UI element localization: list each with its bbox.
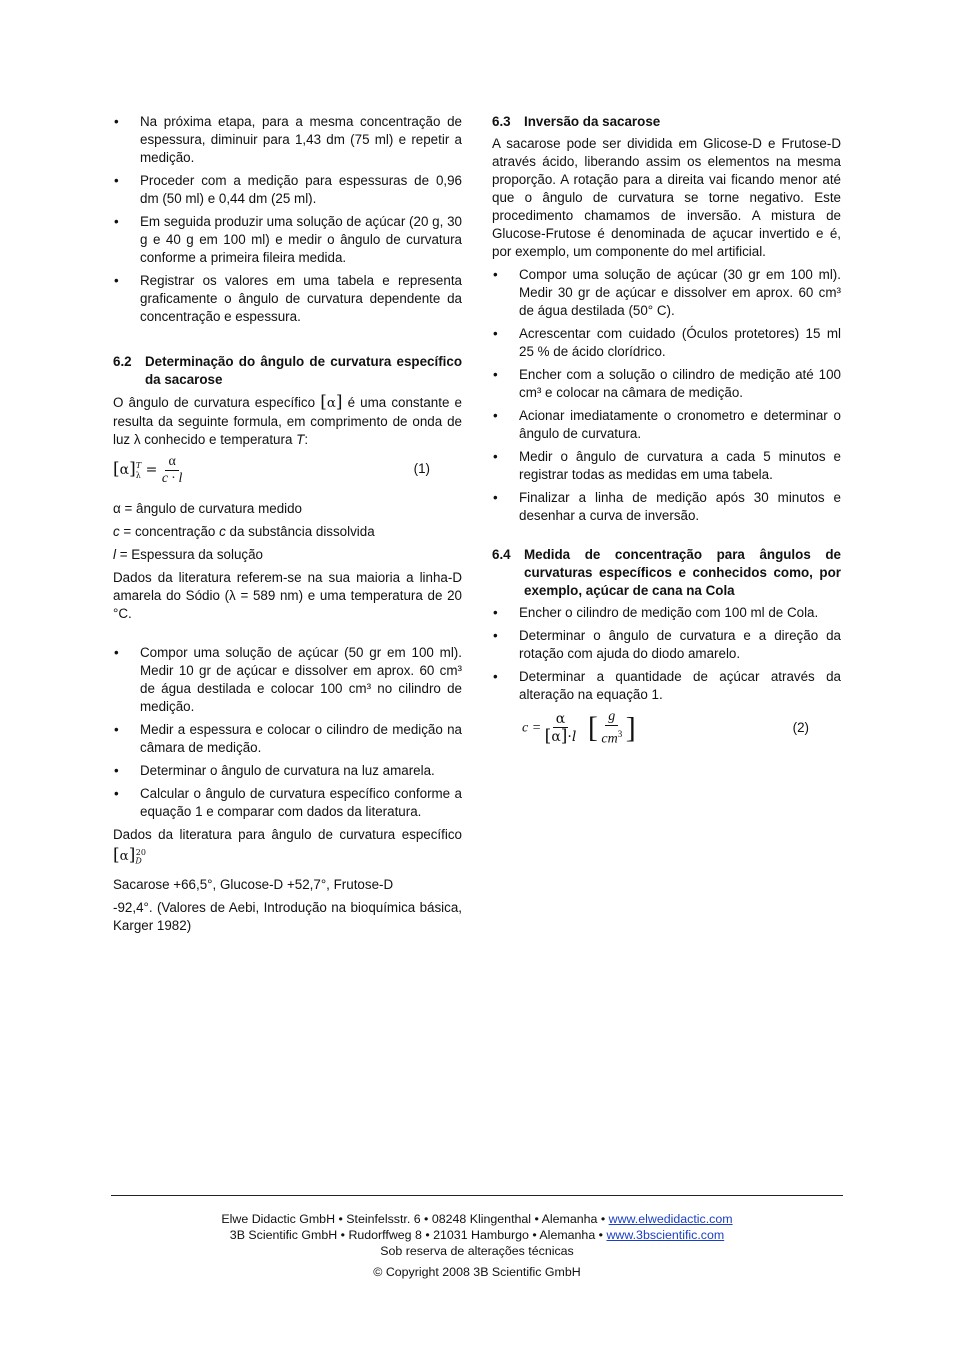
list-item: • Determinar o ângulo de curvatura e a direção da rotação com ajuda do diodo amarelo. — [493, 628, 841, 661]
list-item: • Na próxima etapa, para a mesma concentração de espessura, diminuir para 1,43 dm (75 ml) e repetir a medição. — [114, 114, 462, 165]
bullet-icon: • — [493, 408, 498, 423]
list-item: • Em seguida produzir uma solução de açúcar (20 g, 30 g e 40 g em 100 ml) e medir o ângulo de curvatura conforme a primeira fileira medida. — [114, 214, 462, 265]
footer-line-elwe: Elwe Didactic GmbH • Steinfelsstr. 6 • 08248 Klingenthal • Alemanha • www.elwedidactic.com — [221, 1212, 733, 1226]
footer-disclaimer: Sob reserva de alterações técnicas — [380, 1244, 574, 1258]
elwedidactic-link[interactable]: www.elwedidactic.com — [608, 1212, 733, 1226]
definition-l: l = Espessura da solução — [113, 547, 264, 562]
paragraph-inversion: A sacarose pode ser dividida em Glicose-D e Frutose-D através ácido, liberando assim os elementos na mesma proporção. A rotação para a direita vai ficando menor até que o ângulo de curvatura se torne negativo. Este procedimento chamamos de inversão. A mistura de Glucose-Frutose é denominada de açucar invertido e é, por exemplo, um componente do mel artificial. — [492, 136, 841, 259]
right-column — [492, 113, 841, 763]
bullet-icon: • — [493, 367, 498, 382]
list-item: • Compor uma solução de açúcar (50 gr em 100 ml). Medir 10 gr de açúcar e dissolver em aprox. 60 cm³ de água destilada e colocar 100 cm³ no cilindro de medição. — [114, 645, 462, 714]
left-column — [113, 113, 462, 940]
paragraph-specific-angle: O ângulo de curvatura específico [α] é uma constante e resulta da seguinte formula, em comprimento de onda de luz λ conhecido e temperatura T: — [113, 392, 462, 447]
list-item: • Registrar os valores em uma tabela e representa graficamente o ângulo de curvatura dependente da concentração e espessura. — [114, 273, 462, 324]
list-item: • Compor uma solução de açúcar (30 gr em 100 ml). Medir 30 gr de açúcar e dissolver em aprox. 60 cm³ de água destilada (50° C). — [493, 267, 841, 318]
equation-2-fraction: $\frac{\alpha}{[\alpha]\cdot l}$ — [544, 711, 577, 747]
bullet-icon: • — [114, 214, 119, 229]
section-heading-6-4: 6.4 Medida de concentração para ângulos de curvaturas específicos e conhecidos como, por exemplo, açúcar de cana na Cola — [492, 547, 841, 598]
bullet-icon: • — [493, 449, 498, 464]
section-heading-6-2: 6.2 Determinação do ângulo de curvatura específico da sacarose — [113, 354, 462, 387]
bullet-icon: • — [493, 490, 498, 505]
list-item: • Acrescentar com cuidado (Óculos protetores) 15 ml 25 % de ácido clorídrico. — [493, 326, 841, 359]
alpha-bracket-symbol: [α] — [320, 392, 343, 412]
bullet-list-6-3 — [492, 266, 841, 525]
3bscientific-link[interactable]: www.3bscientific.com — [606, 1228, 725, 1242]
footer-line-3b: 3B Scientific GmbH • Rudorffweg 8 • 21031 Hamburgo • Alemanha • www.3bscientific.com — [229, 1228, 725, 1242]
footer-divider — [111, 1195, 843, 1196]
bullet-list-top — [113, 113, 462, 326]
paragraph-literature: Dados da literatura referem-se na sua maioria a linha-D amarela do Sódio (λ = 589 nm) e uma temperatura de 20 °C. — [113, 570, 462, 621]
paragraph-reference: -92,4°. (Valores de Aebi, Introdução na bioquímica básica, Karger 1982) — [113, 900, 462, 934]
list-item: • Determinar a quantidade de açúcar através da alteração na equação 1. — [493, 669, 841, 702]
bullet-icon: • — [114, 722, 119, 737]
definition-alpha: α = ângulo de curvatura medido — [113, 501, 303, 516]
equation-1-lhs: $[\alpha]_\lambda^T$ = — [113, 458, 162, 480]
list-item: • Medir a espessura e colocar o cilindro de medição na câmara de medição. — [114, 722, 462, 755]
list-item: • Acionar imediatamente o cronometro e determinar o ângulo de curvatura. — [493, 408, 841, 441]
bullet-list-bottom — [113, 644, 462, 821]
list-item: • Proceder com a medição para espessuras de 0,96 dm (50 ml) e 0,44 dm (25 ml). — [114, 173, 462, 206]
alpha-d20-symbol: $[\alpha]_D^{20}$ — [113, 845, 146, 867]
section-heading-6-3: 6.3 Inversão da sacarose — [492, 114, 661, 129]
list-item: • Finalizar a linha de medição após 30 minutos e desenhar a curva de inversão. — [493, 490, 841, 523]
bullet-icon: • — [114, 273, 119, 288]
bullet-icon: • — [114, 645, 119, 660]
list-item: • Determinar o ângulo de curvatura na luz amarela. — [114, 763, 435, 778]
footer-copyright: © Copyright 2008 3B Scientific GmbH — [373, 1265, 581, 1279]
list-item: • Calcular o ângulo de curvatura específico conforme a equação 1 e comparar com dados da literatura. — [114, 786, 462, 819]
paragraph-literature-data: Dados da literatura para ângulo de curvatura específico $[\alpha]_D^{20}$ — [113, 827, 462, 867]
equation-2: c = $\frac{\alpha}{[\alpha]\cdot l}$ [ $\frac{g}{cm^3}$ ] (2) — [522, 709, 809, 747]
bullet-icon: • — [493, 669, 498, 684]
bullet-icon: • — [114, 173, 119, 188]
bullet-icon: • — [114, 786, 119, 801]
paragraph-values: Sacarose +66,5°, Glucose-D +52,7°, Frutose-D — [113, 877, 394, 893]
equation-1: $[\alpha]_\lambda^T$ = $\frac{\alpha}{c \cdot l}$ (1) — [113, 454, 430, 486]
definition-c: c = concentração c da substância dissolvida — [113, 524, 375, 539]
bullet-icon: • — [493, 628, 498, 643]
bullet-icon: • — [114, 763, 119, 778]
bullet-icon: • — [493, 326, 498, 341]
bullet-icon: • — [493, 605, 498, 620]
list-item: • Encher com a solução o cilindro de medição até 100 cm³ e colocar na câmara de medição. — [493, 367, 841, 400]
bullet-icon: • — [493, 267, 498, 282]
bullet-list-6-4 — [492, 604, 841, 704]
equation-2-unit: $\frac{g}{cm^3}$ — [601, 709, 623, 747]
list-item: • Encher o cilindro de medição com 100 ml de Cola. — [493, 605, 819, 620]
bullet-icon: • — [114, 114, 119, 129]
equation-1-fraction: $\frac{\alpha}{c \cdot l}$ — [161, 454, 183, 486]
footer — [111, 1211, 843, 1280]
list-item: • Medir o ângulo de curvatura a cada 5 minutos e registrar todas as medidas em uma tabela. — [493, 449, 841, 482]
